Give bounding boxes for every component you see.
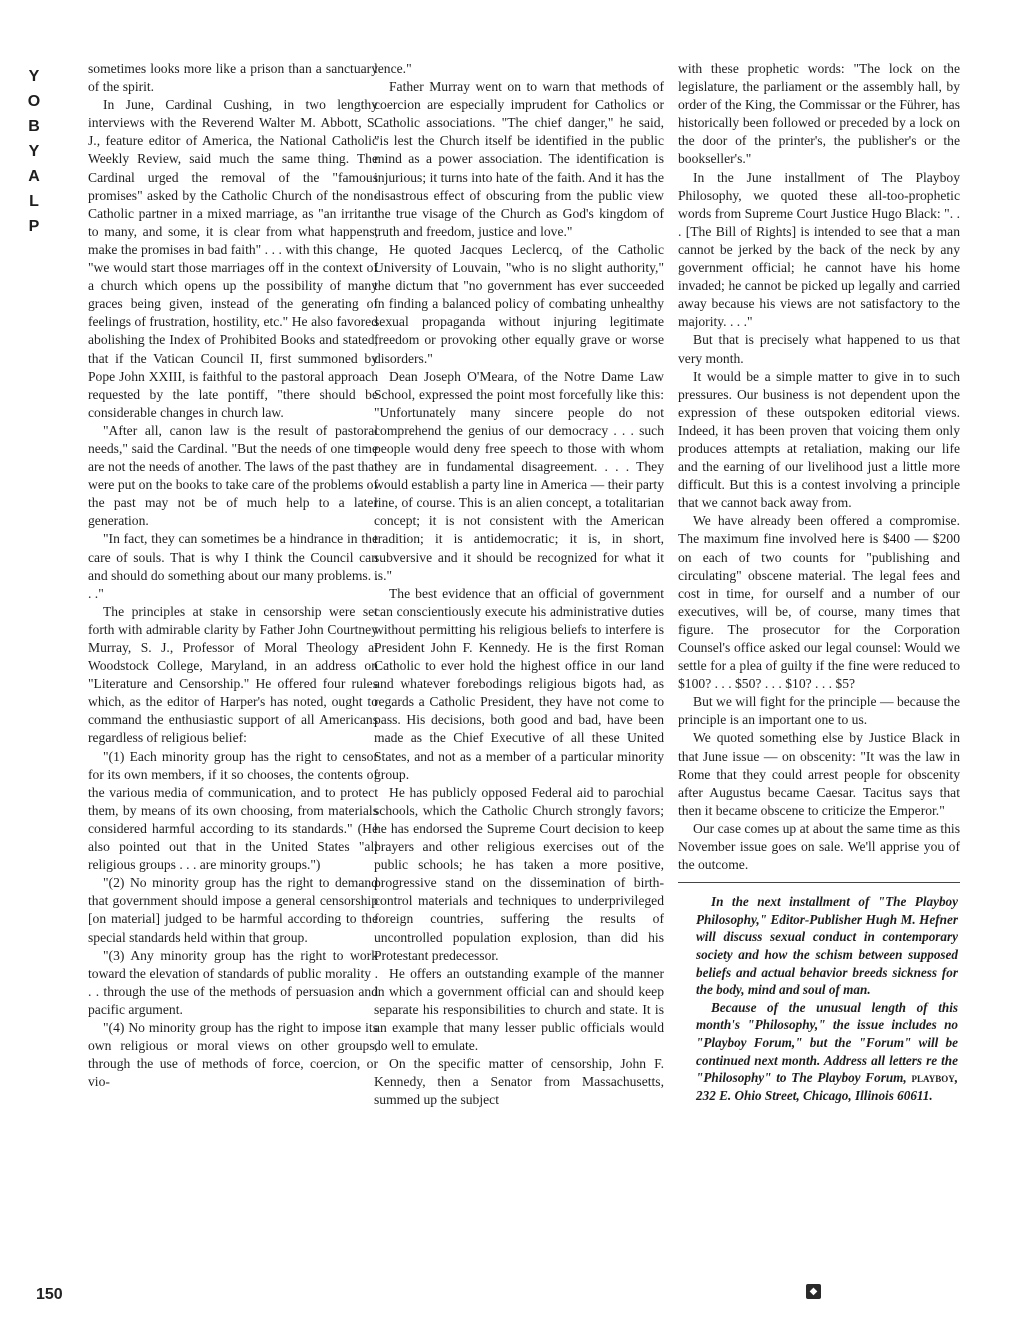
paragraph: In June, Cardinal Cushing, in two lengthy interviews with the Reverend Walter M. Abbott, S. J., feature editor of America, the National Catholic Weekly Review, said much the same thing. The Cardinal urged the removal of the "famous promises" asked by the Catholic Church of the non-Catholic partner in a mixed marriage, as "an irritant to many, and some, it is clear from what happens, make the promises in bad faith" . . . with this change, "we would start those marriages off in the context of a church which opens up the possibility of many graces being given, instead of the generating of feelings of frustration, hostility, etc." He also favored abolishing the Index of Prohibited Books and stated, that if the Vatican Council II, first summoned by Pope John XXIII, is faithful to the pastoral approach requested by the late pontiff, "there should be considerable changes in church law. <box>88 97 378 420</box>
editor-note-text: Because of the unusual length of this month's "Philosophy," the issue includes no "Playboy Forum," but the "Forum" will be continued next month. Address all letters re the "Philosophy" to The Playboy Forum, <box>696 999 958 1086</box>
editor-note-paragraph: In the next installment of "The Playboy Philosophy," Editor-Publisher Hugh M. Hefner will discuss sexual conduct in contemporary society and how the schism between supposed beliefs and actual behavior breeds sickness for the body, mind and soul of man. <box>696 894 958 998</box>
paragraph: But we will fight for the principle — because the principle is an important one to us. <box>678 694 960 728</box>
masthead-letter: Y <box>28 68 40 85</box>
masthead-letter: Y <box>28 143 40 160</box>
article-column-1 <box>88 60 378 1091</box>
paragraph: He offers an outstanding example of the manner in which a government official can and should keep separate his responsibilities to church and state. It is an example that many lesser public officials would do well to emulate. <box>374 965 664 1054</box>
masthead-letter: P <box>28 218 40 235</box>
paragraph: The principles at stake in censorship were set forth with admirable clarity by Father John Courtney Murray, S. J., Professor of Moral Theology at Woodstock College, Maryland, in an address on "Literature and Censorship." He offered four rules which, as the editor of Harper's has noted, ought to command the enthusiastic support of all Americans regardless of religious belief: <box>88 603 378 746</box>
editor-note-address: , 232 E. Ohio Street, Chicago, Illinois 60611. <box>696 1070 958 1103</box>
paragraph: "In fact, they can sometimes be a hindrance in the care of souls. That is why I think the Council can and should do something about our many problems. . . ." <box>88 531 378 601</box>
paragraph: He has publicly opposed Federal aid to parochial schools, which the Catholic Church strongly favors; he has endorsed the Supreme Court decision to keep prayers and other religious exercises out of the public schools; he has taken a more positive, progressive stand on the dissemination of birth-control materials and techniques to underprivileged foreign countries, suffering the results of uncontrolled population explosion, than did his Protestant predecessor. <box>374 784 664 963</box>
paragraph: But that is precisely what happened to us that very month. <box>678 332 960 366</box>
brand-name: playboy <box>911 1070 955 1086</box>
paragraph: Our case comes up at about the same time as this November issue goes on sale. We'll apprise you of the outcome. <box>678 820 960 873</box>
paragraph: Father Murray went on to warn that methods of coercion are especially imprudent for Catholics or Catholic associations. "The chief danger," he said, "is lest the Church itself be identified in the public mind as a power association. The identification is injurious; it turns into hate of the faith. And it has the disastrous effect of obscuring from the public view the true visage of the Church as God's kingdom of truth and freedom, justice and love." <box>374 79 664 239</box>
paragraph: "After all, canon law is the result of pastoral needs," said the Cardinal. "But the needs of one time are not the needs of another. The laws of the past that were put on the books to take care of the problems of the past may not be of much help to a later generation. <box>88 422 378 529</box>
paragraph: with these prophetic words: "The lock on the legislature, the parliament or the assembly hall, by order of the King, the Commissar or the Führer, has historically been followed or preceded by a lock on the door of the printer's, the publisher's or the bookseller's." <box>678 61 960 167</box>
paragraph: lence." <box>374 61 412 76</box>
paragraph: The best evidence that an official of government can conscientiously execute his administrative duties without permitting his religious beliefs to interfere is President John F. Kennedy. He is the first Roman Catholic to ever hold the highest office in our land and whatever forebodings religious bigots had, as regards a Catholic President, they have not come to pass. His decisions, both good and bad, have been made as the Chief Executive of all these United States, and not as a member of a particular minority group. <box>374 585 664 782</box>
paragraph: "(1) Each minority group has the right to censor for its own members, if it so chooses, the contents of the various media of communication, and to protect them, by means of its own choosing, from materials considered harmful according to its standards." (He also pointed out that in the United States "all religious groups . . . are minority groups.") <box>88 748 378 873</box>
paragraph: Dean Joseph O'Meara, of the Notre Dame Law School, expressed the point most forcefully like this: "Unfortunately many sincere people do not comprehend the genius of our democracy . . . such people would deny free speech to those with whom they are in fundamental disagreement. . . . They would establish a party line in America — their party line, of course. This is an alien concept, a totalitarian concept; it is not consistent with the American tradition; it is antidemocratic; it is, in short, subversive and it should be recognized for what it is." <box>374 368 664 583</box>
editor-note <box>678 882 960 1104</box>
paragraph: We quoted something else by Justice Black in that June issue — on obscenity: "It was the law in Rome that they could arrest people for obscenity after Augustus became Caesar. Tacitus says that then it became obscene to criticize the Emperor." <box>678 730 960 818</box>
article-column-3 <box>678 60 960 1104</box>
masthead-letter: L <box>29 193 39 210</box>
masthead-letter: O <box>27 93 41 110</box>
article-column-2 <box>374 60 664 1109</box>
paragraph: He quoted Jacques Leclercq, of the Catholic University of Louvain, "who is no slight authority," the dictum that "no government has ever succeeded in finding a balanced policy of combating unhealthy sexual propaganda without injuring legitimate freedom or provoking other equally grave or worse disorders." <box>374 241 664 366</box>
masthead-letter: A <box>28 168 40 185</box>
page-number: 150 <box>36 1286 63 1303</box>
paragraph: "(2) No minority group has the right to demand that government should impose a general censorship [on material] judged to be harmful according to the special standards held within that group. <box>88 875 378 945</box>
paragraph: It would be a simple matter to give in to such pressures. Our business is not dependent upon the expression of these outspoken editorial views. Indeed, it has been proven that voicing them only produces attempts at retaliation, making our life and the earning of our livelihood just a little more difficult. But this is a contest involving a principle that we cannot back away from. <box>678 368 960 511</box>
paragraph: "(3) Any minority group has the right to work toward the elevation of standards of public morality . . . through the use of the methods of persuasion and pacific argument. <box>88 947 378 1017</box>
paragraph: In the June installment of The Playboy Philosophy, we quoted these all-too-prophetic words from Supreme Court Justice Hugo Black: ". . . [The Bill of Rights] is intended to see that a man cannot be jerked by the back of the neck by any government official; he cannot have his home invaded; he cannot be picked up legally and carried away because his views are not satisfactory to the majority. . . ." <box>678 169 960 330</box>
paragraph: We have already been offered a compromise. The maximum fine involved here is $400 — $200 on each of two counts for "publishing and circulating" obscene material. The legal fees and cost in time, for ourself and a number of our executives, will be, of course, many times that figure. The prosecutor for the Corporation Counsel's office asked our legal counsel: Would we settle for a plea of guilty if the fine were reduced to $100? . . . $50? . . . $10? . . . $5? <box>678 513 960 692</box>
editor-note-paragraph <box>696 999 958 1105</box>
rabbit-logo-icon: ◆ <box>806 1284 821 1299</box>
playboy-masthead-vertical <box>24 64 44 239</box>
masthead-letter: B <box>28 118 40 135</box>
paragraph: sometimes looks more like a prison than a sanctuary of the spirit. <box>88 61 378 95</box>
paragraph: On the specific matter of censorship, John F. Kennedy, then a Senator from Massachusetts, summed up the subject <box>374 1056 664 1108</box>
paragraph: "(4) No minority group has the right to impose its own religious or moral views on other groups, through the use of methods of force, coercion, or vio- <box>88 1019 378 1090</box>
